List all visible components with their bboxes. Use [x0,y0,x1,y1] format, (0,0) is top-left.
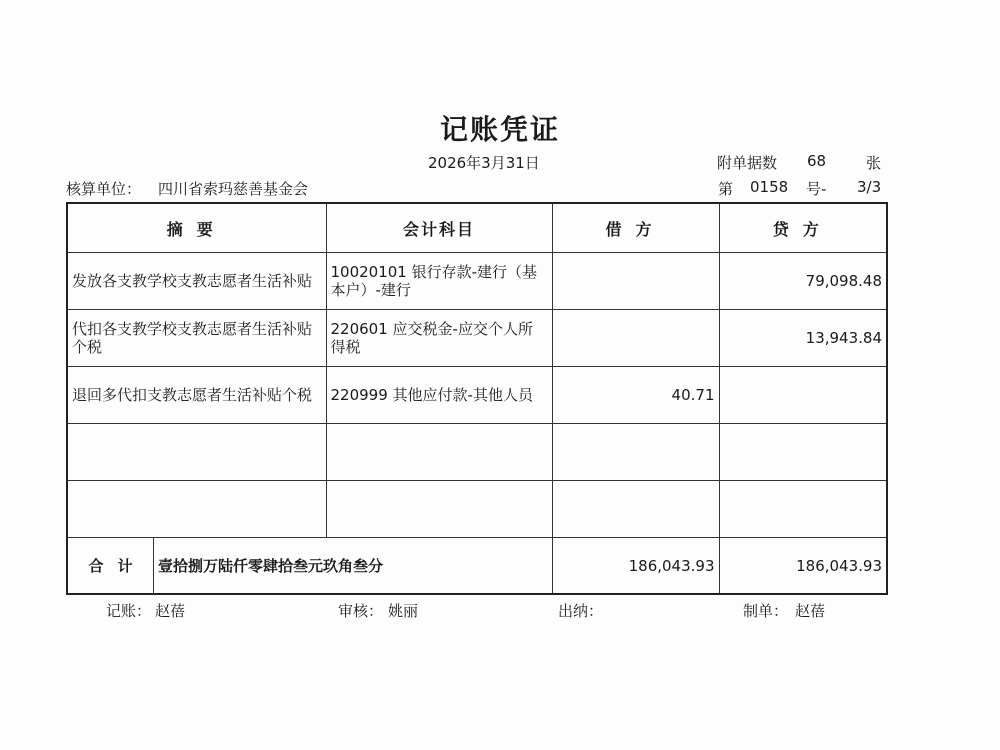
unit-label: 核算单位： [66,180,142,198]
unit-name: 四川省索玛慈善基金会 [158,180,309,198]
table-header-row [67,203,887,253]
row-account: 10020101 银行存款-建行（基本户）-建行 [326,253,552,310]
voucher-title: 记账凭证 [439,113,560,146]
row-debit [552,310,719,367]
table-row [67,253,887,310]
row-summary [67,424,326,481]
header-account: 会计科目 [326,203,552,253]
row-account: 220601 应交税金-应交个人所得税 [326,310,552,367]
table-row [67,367,887,424]
row-summary [67,481,326,538]
voucher-date: 2026年3月31日 [428,154,540,172]
header-credit: 贷方 [719,203,887,253]
total-words: 壹拾捌万陆仟零肆拾叁元玖角叁分 [158,557,384,575]
voucher-page-index: 3/3 [857,178,882,196]
voucher-table [66,202,888,595]
table-row [67,481,887,538]
row-summary: 发放各支教学校支教志愿者生活补贴 [67,253,326,310]
reviewer-label: 审核： [338,602,384,620]
row-summary: 退回多代扣支教志愿者生活补贴个税 [67,367,326,424]
row-credit [719,481,887,538]
row-debit: 40.71 [552,367,719,424]
bookkeeper-name: 赵蓓 [155,602,186,620]
row-summary: 代扣各支教学校支教志愿者生活补贴个税 [67,310,326,367]
row-debit [552,481,719,538]
reviewer-name: 姚丽 [388,602,419,620]
attachments-unit: 张 [866,154,882,172]
total-label: 合计 [68,538,154,593]
row-credit: 79,098.48 [719,253,887,310]
preparer-name: 赵蓓 [795,602,826,620]
row-account [326,481,552,538]
cashier-label: 出纳： [558,602,604,620]
voucher-no-prefix: 第 [718,180,734,198]
voucher-no-suffix: 号- [806,180,827,198]
row-debit [552,424,719,481]
total-debit: 186,043.93 [552,538,719,595]
total-credit: 186,043.93 [719,538,887,595]
table-row [67,424,887,481]
row-credit [719,424,887,481]
preparer-label: 制单： [743,602,789,620]
table-row [67,310,887,367]
header-debit: 借方 [552,203,719,253]
attachments-count: 68 [807,152,827,170]
row-credit: 13,943.84 [719,310,887,367]
row-account [326,424,552,481]
voucher-number: 0158 [750,178,789,196]
bookkeeper-label: 记账： [106,602,152,620]
total-row [67,538,887,595]
row-account: 220999 其他应付款-其他人员 [326,367,552,424]
row-debit [552,253,719,310]
attachments-label: 附单据数 [717,154,778,172]
row-credit [719,367,887,424]
header-summary: 摘要 [67,203,326,253]
total-cell [67,538,552,595]
